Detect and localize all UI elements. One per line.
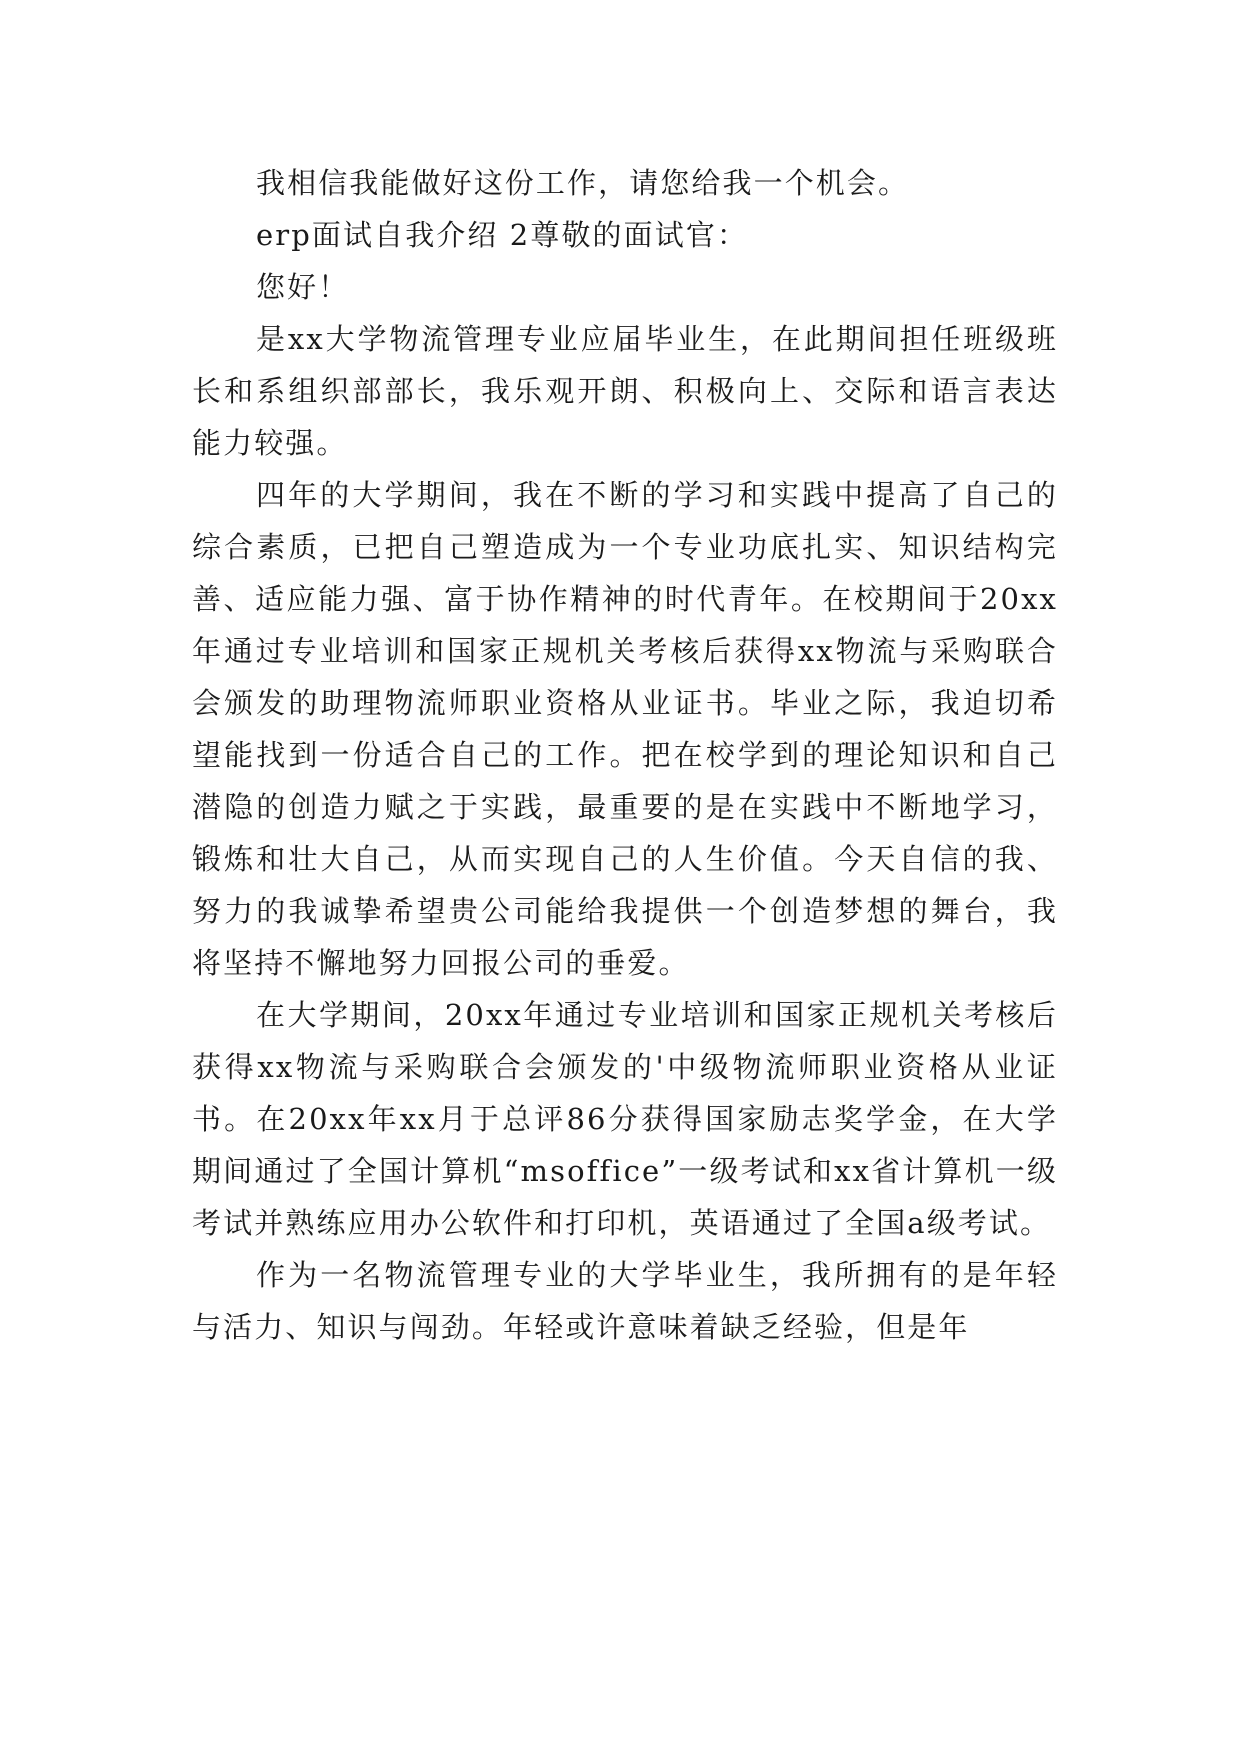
document-body bbox=[192, 157, 1058, 1353]
paragraph-heading: erp面试自我介绍 2尊敬的面试官： bbox=[256, 218, 749, 252]
paragraph-certificates: 在大学期间，20xx年通过专业培训和国家正规机关考核后获得xx物流与采购联合会颁发的'中级物流师职业资格从业证书。在20xx年xx月于总评86分获得国家励志奖学金，在大学期间通过了全国计算机“msoffice”一级考试和xx省计算机一级考试并熟练应用办公软件和打印机，英语通过了全国a级考试。 bbox=[192, 998, 1058, 1240]
paragraph-graduate: 作为一名物流管理专业的大学毕业生，我所拥有的是年轻与活力、知识与闯劲。年轻或许意味着缺乏经验，但是年 bbox=[192, 1258, 1058, 1344]
paragraph-greeting: 您好！ bbox=[256, 270, 350, 304]
paragraph-university-years: 四年的大学期间，我在不断的学习和实践中提高了自己的综合素质，已把自己塑造成为一个专业功底扎实、知识结构完善、适应能力强、富于协作精神的时代青年。在校期间于20xx年通过专业培训和国家正规机关考核后获得xx物流与采购联合会颁发的助理物流师职业资格从业证书。毕业之际，我迫切希望能找到一份适合自己的工作。把在校学到的理论知识和自己潜隐的创造力赋之于实践，最重要的是在实践中不断地学习，锻炼和壮大自己，从而实现自己的人生价值。今天自信的我、努力的我诚挚希望贵公司能给我提供一个创造梦想的舞台，我将坚持不懈地努力回报公司的垂爱。 bbox=[192, 478, 1058, 980]
paragraph-closing-line: 我相信我能做好这份工作，请您给我一个机会。 bbox=[256, 166, 910, 200]
paragraph-intro: 是xx大学物流管理专业应届毕业生，在此期间担任班级班长和系组织部部长，我乐观开朗、积极向上、交际和语言表达能力较强。 bbox=[192, 322, 1058, 460]
